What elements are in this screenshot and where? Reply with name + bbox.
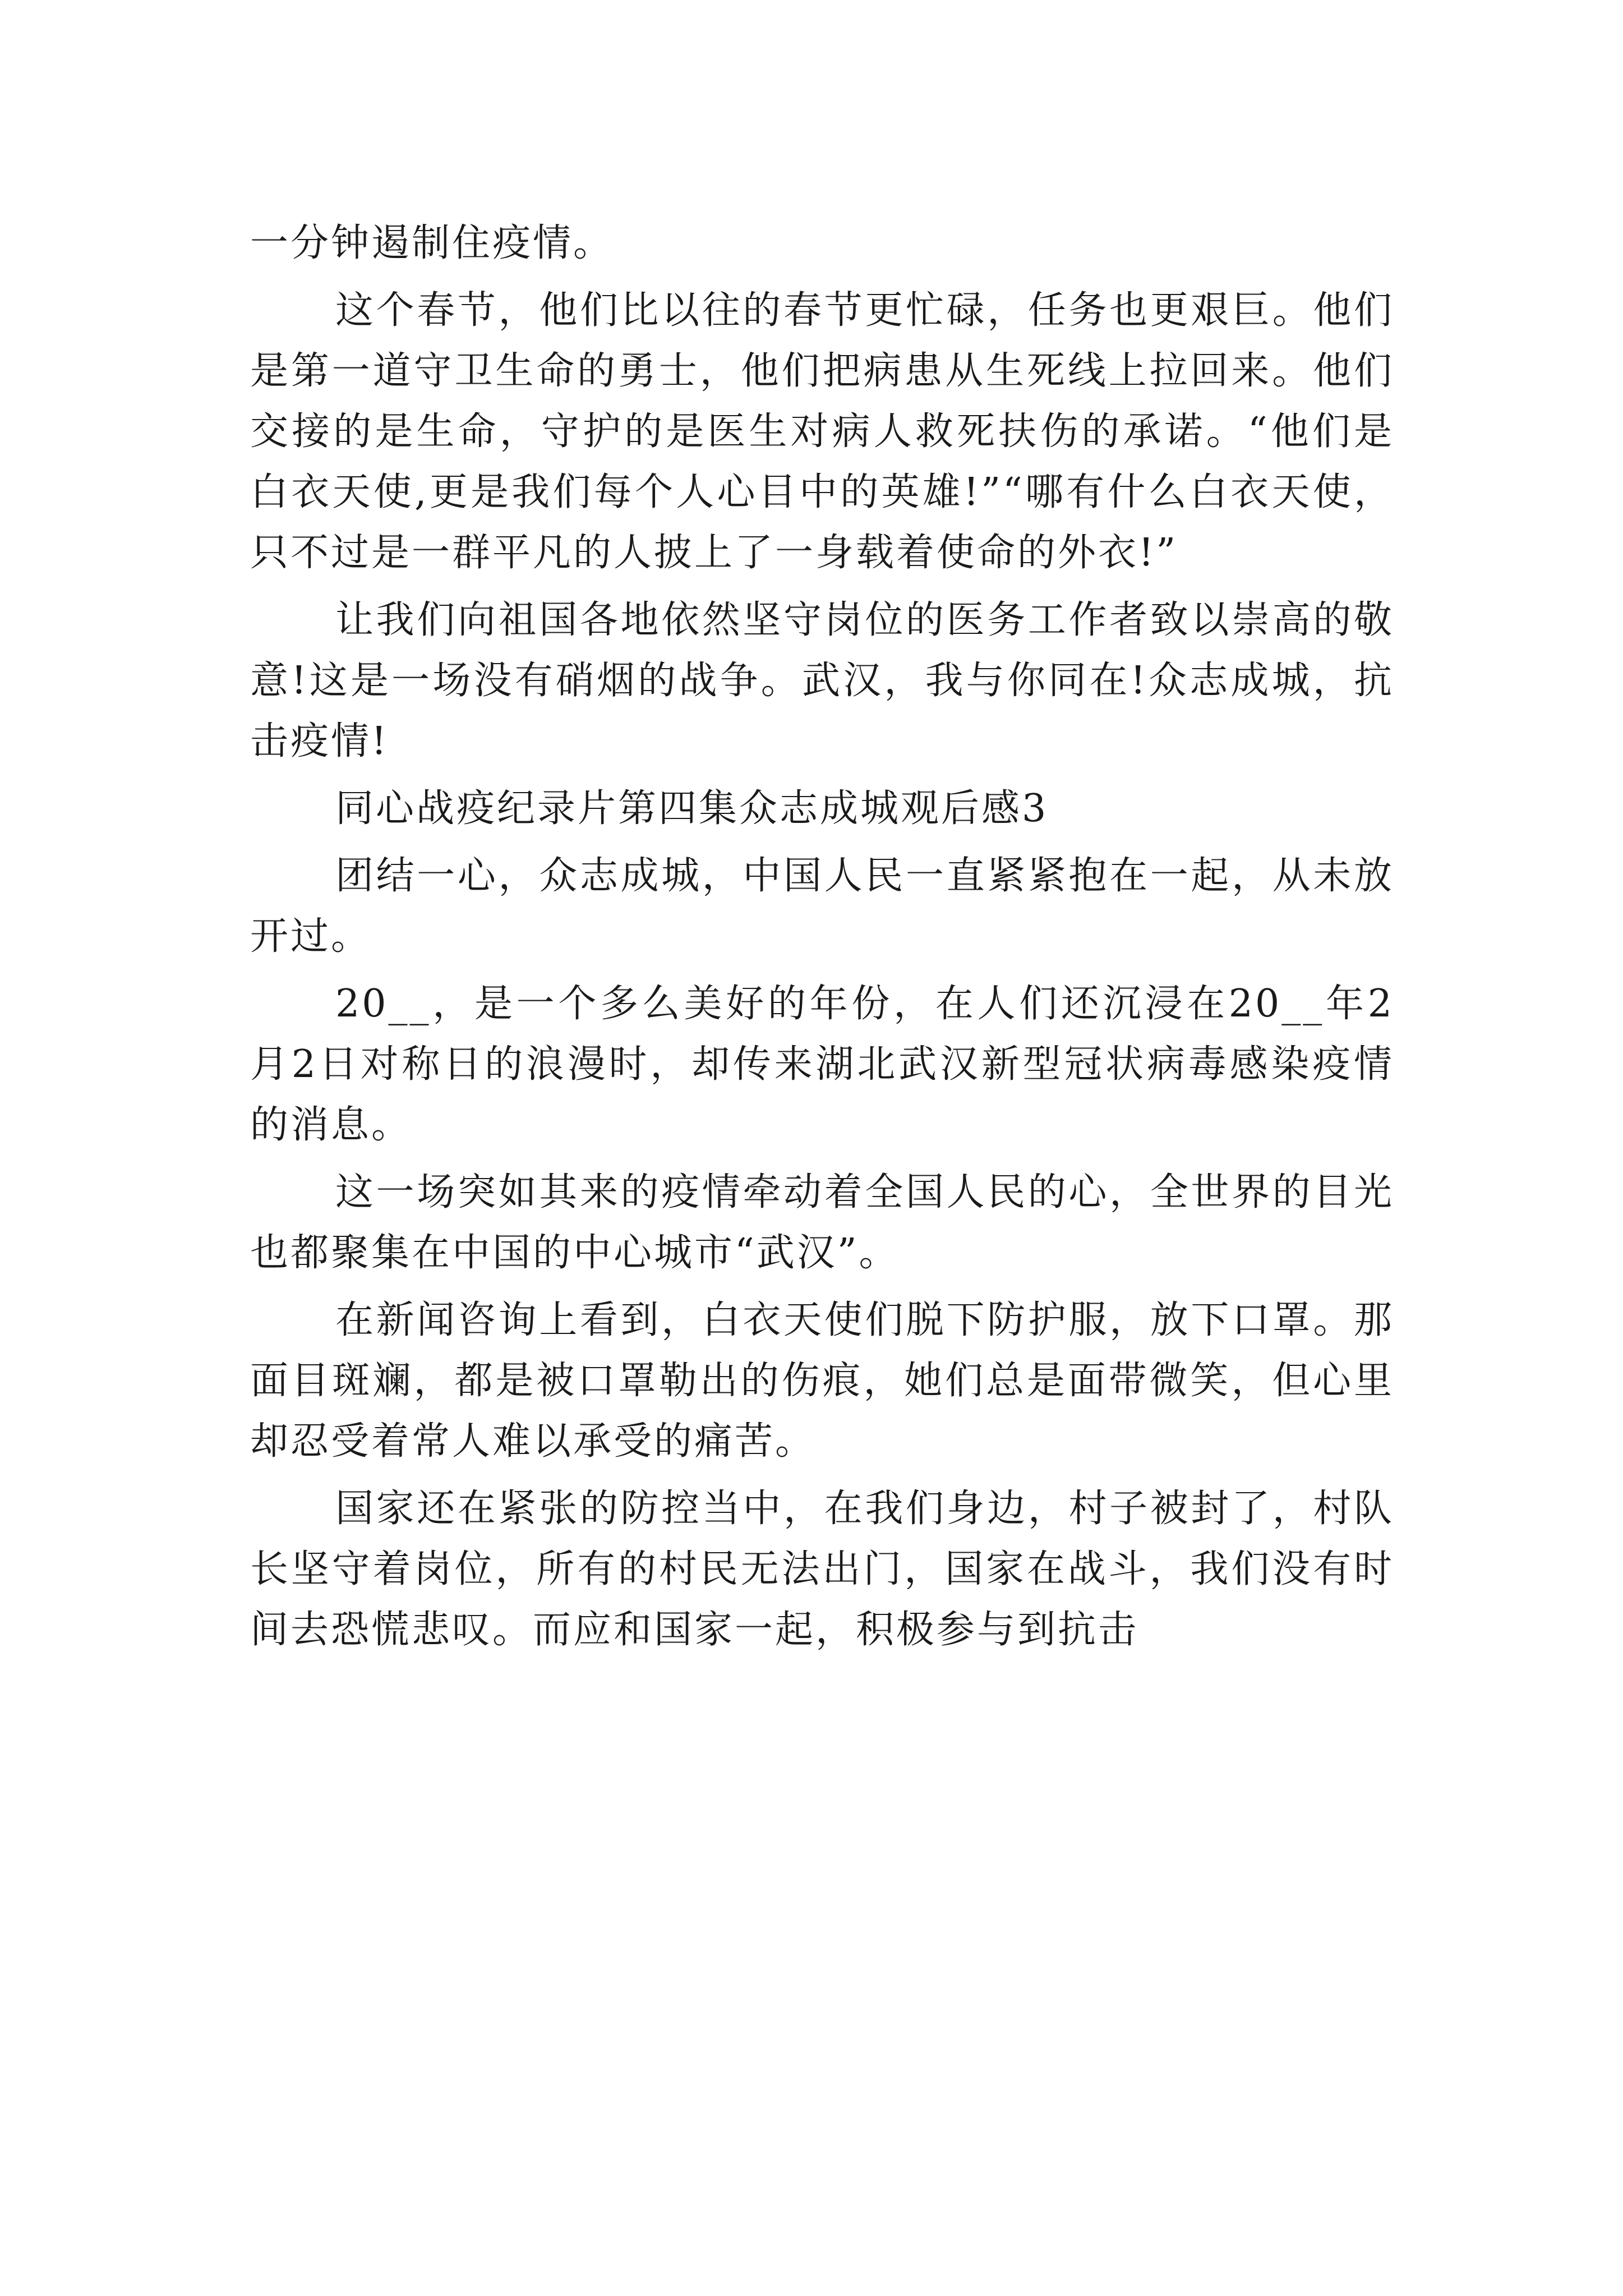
paragraph-5: 团结一心，众志成城，中国人民一直紧紧抱在一起，从未放开过。 [250,854,1394,959]
paragraph-2: 这个春节，他们比以往的春节更忙碌，任务也更艰巨。他们是第一道守卫生命的勇士，他们把病患从生死线上拉回来。他们交接的是生命，守护的是医生对病人救死扶伤的承诺。“他们是白衣天使,更是我们每个人心目中的英雄!”“哪有什么白衣天使，只不过是一群平凡的人披上了一身载着使命的外衣!” [250,288,1394,575]
paragraph-7: 这一场突如其来的疫情牵动着全国人民的心，全世界的目光也都聚集在中国的中心城市“武汉”。 [250,1170,1394,1275]
paragraph-6: 20__，是一个多么美好的年份，在人们还沉浸在20__年2月2日对称日的浪漫时，却传来湖北武汉新型冠状病毒感染疫情的消息。 [250,982,1394,1147]
paragraph-8: 在新闻咨询上看到，白衣天使们脱下防护服，放下口罩。那面目斑斓，都是被口罩勒出的伤痕，她们总是面带微笑，但心里却忍受着常人难以承受的痛苦。 [250,1298,1394,1464]
document-body [250,213,1394,1667]
paragraph-1: 一分钟遏制住疫情。 [250,221,614,265]
paragraph-3: 让我们向祖国各地依然坚守岗位的医务工作者致以崇高的敬意!这是一场没有硝烟的战争。武汉，我与你同在!众志成城，抗击疫情! [250,598,1394,763]
paragraph-9: 国家还在紧张的防控当中，在我们身边，村子被封了，村队长坚守着岗位，所有的村民无法出门，国家在战斗，我们没有时间去恐慌悲叹。而应和国家一起，积极参与到抗击 [250,1487,1394,1652]
section-heading: 同心战疫纪录片第四集众志成城观后感3 [335,786,1049,831]
